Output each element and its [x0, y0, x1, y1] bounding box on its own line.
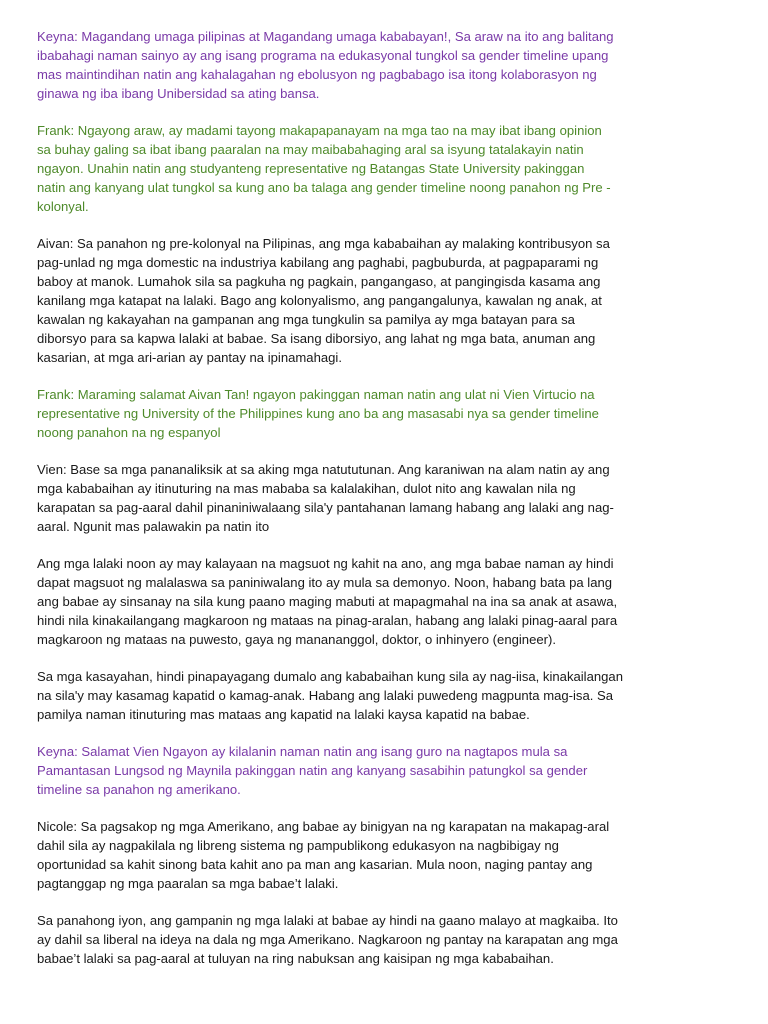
text-line: dahil sila ay nagpakilala ng libreng sistema ng pampublikong edukasyon na nagbibigay ng — [37, 838, 559, 853]
text-line: Frank: Maraming salamat Aivan Tan! ngayon pakinggan naman natin ang ulat ni Vien Virtucio na — [37, 387, 595, 402]
text-line: timeline sa panahon ng amerikano. — [37, 782, 241, 797]
paragraph-nicole-conclusion — [37, 911, 642, 968]
text-line: hindi nila kinakailangang magkaroon ng mataas na pinag-aralan, habang ang lalaki pinag-aaral para — [37, 613, 618, 628]
text-line: Keyna: Magandang umaga pilipinas at Magandang umaga kababayan!, Sa araw na ito ang balitang — [37, 29, 614, 44]
text-line: Ang mga lalaki noon ay may kalayaan na magsuot ng kahit na ano, ang mga babae naman ay hindi — [37, 556, 614, 571]
text-line: Sa panahong iyon, ang gampanin ng mga lalaki at babae ay hindi na gaano malayo at magkaiba. Ito — [37, 913, 618, 928]
text-line: Aivan: Sa panahon ng pre-kolonyal na Pilipinas, ang mga kababaihan ay malaking kontribusyon sa — [37, 236, 610, 251]
text-line: kasarian, at mga ari-arian ay pantay na ipinamahagi. — [37, 350, 342, 365]
text-line: kolonyal. — [37, 199, 89, 214]
paragraph-frank-intro — [37, 121, 642, 216]
text-line: ngayon. Unahin natin ang studyanteng representative ng Batangas State University pakinggan — [37, 161, 585, 176]
paragraph-frank-transition — [37, 385, 642, 442]
paragraph-vien-report — [37, 460, 642, 536]
text-line: Nicole: Sa pagsakop ng mga Amerikano, ang babae ay binigyan na ng karapatan na makapag-aral — [37, 819, 610, 834]
text-line: noong panahon na ng espanyol — [37, 425, 221, 440]
paragraph-keyna-transition — [37, 742, 642, 799]
text-line: na sila'y may kasamag kapatid o kamag-anak. Habang ang lalaki puwedeng magpunta mag-isa. Sa — [37, 688, 614, 703]
paragraph-nicole-report — [37, 817, 642, 893]
text-line: dapat magsuot ng malalaswa sa paniniwalang ito ay mula sa demonyo. Noon, habang bata pa lang — [37, 575, 613, 590]
text-line: ang babae ay sinsanay na sila kung paano maging mabuti at mapagmahal na ina sa anak at asawa, — [37, 594, 618, 609]
text-line: ibabahagi naman sainyo ay ang isang programa na edukasyonal tungkol sa gender timeline upang — [37, 48, 609, 63]
text-line: Pamantasan Lungsod ng Maynila pakinggan natin ang kanyang sasabihin patungkol sa gender — [37, 763, 588, 778]
text-line: Keyna: Salamat Vien Ngayon ay kilalanin naman natin ang isang guro na nagtapos mula sa — [37, 744, 568, 759]
text-line: mas maintindihan natin ang kahalagahan ng ebolusyon ng pagbabago isa itong kolaborasyon ng — [37, 67, 597, 82]
text-line: representative ng University of the Philippines kung ano ba ang masasabi nya sa gender timeline — [37, 406, 599, 421]
text-line: natin ang kanyang ulat tungkol sa kung ano ba talaga ang gender timeline noong panahon ng Pre - — [37, 180, 611, 195]
text-line: ginawa ng iba ibang Unibersidad sa ating bansa. — [37, 86, 320, 101]
paragraph-keyna-intro — [37, 27, 642, 103]
text-line: magkaroon ng mataas na puwesto, gaya ng manananggol, doktor, o inhinyero (engineer). — [37, 632, 556, 647]
text-line: pagtanggap ng mga paaralan sa mga babae’t lalaki. — [37, 876, 339, 891]
text-line: Sa mga kasayahan, hindi pinapayagang dumalo ang kababaihan kung sila ay nag-iisa, kinakailangan — [37, 669, 623, 684]
text-line: sa buhay galing sa ibat ibang paaralan na may maibabahaging aral sa isyung tatalakayin natin — [37, 142, 584, 157]
text-line: mga kababaihan ay itinuturing na mas mababa sa kalalakihan, dulot nito ang kawalan nila ng — [37, 481, 576, 496]
text-line: karapatan sa pag-aaral dahil pinaniniwalaang sila'y pantahanan lamang habang ang lalaki ang nag- — [37, 500, 614, 515]
text-line: kawalan ng kakayahan na gampanan ang mga tungkulin sa pamilya ay mga batayan para sa — [37, 312, 575, 327]
text-line: pag-unlad ng mga domestic na industriya kabilang ang paghabi, pagbuburda, at pagpaparami ng — [37, 255, 599, 270]
text-line: Frank: Ngayong araw, ay madami tayong makapapanayam na mga tao na may ibat ibang opinion — [37, 123, 602, 138]
paragraph-vien-celebrations — [37, 667, 642, 724]
document-page — [37, 27, 642, 986]
paragraph-aivan-report — [37, 234, 642, 367]
text-line: baboy at manok. Lumahok sila sa pagkuha ng pagkain, pangangaso, at pangingisda kasama ang — [37, 274, 601, 289]
text-line: babae’t lalaki sa pag-aaral at tuluyan na ring nabuksan ang kaisipan ng mga kababaihan. — [37, 951, 554, 966]
text-line: ay dahil sa liberal na ideya na dala ng mga Amerikano. Nagkaroon ng pantay na karapatan ang mga — [37, 932, 618, 947]
paragraph-vien-clothing — [37, 554, 642, 649]
text-line: pamilya naman itinuturing mas mataas ang kapatid na lalaki kaysa kapatid na babae. — [37, 707, 530, 722]
text-line: kanilang mga katapat na lalaki. Bago ang kolonyalismo, ang pangangalunya, kawalan ng anak, at — [37, 293, 602, 308]
text-line: diborsyo para sa kapwa lalaki at babae. Sa isang diborsiyo, ang lahat ng mga bata, anuman ang — [37, 331, 596, 346]
text-line: aaral. Ngunit mas palawakin pa natin ito — [37, 519, 270, 534]
text-line: oportunidad sa kahit sinong bata kahit ano pa man ang kasarian. Mula noon, naging pantay ang — [37, 857, 593, 872]
text-line: Vien: Base sa mga pananaliksik at sa aking mga natututunan. Ang karaniwan na alam natin ay ang — [37, 462, 610, 477]
